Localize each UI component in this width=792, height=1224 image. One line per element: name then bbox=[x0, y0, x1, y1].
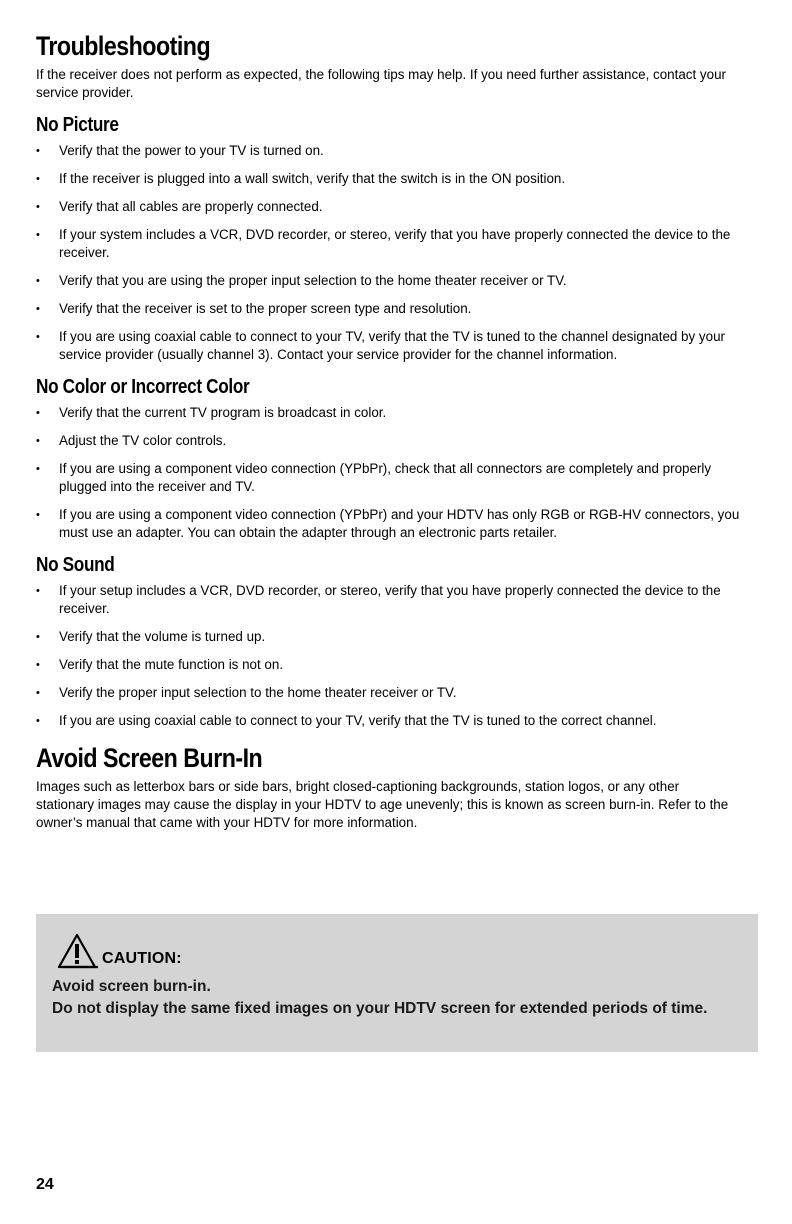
section-no-picture bbox=[36, 112, 758, 364]
caution-line-1: Avoid screen burn-in. bbox=[52, 978, 211, 995]
list-item: • If you are using a component video connection (YPbPr) and your HDTV has only RGB or RGB-HV connectors, you must use an adapter. You can obtain the adapter through an electronic parts retailer. bbox=[36, 506, 759, 542]
list-item: • Verify that the receiver is set to the proper screen type and resolution. bbox=[36, 300, 759, 318]
caution-box bbox=[36, 914, 758, 1052]
troubleshooting-title: Troubleshooting bbox=[36, 31, 211, 61]
page-number: 24 bbox=[36, 1176, 54, 1193]
list-item: • If you are using coaxial cable to connect to your TV, verify that the TV is tuned to the correct channel. bbox=[36, 712, 759, 730]
troubleshooting-intro: If the receiver does not perform as expected, the following tips may help. If you need further assistance, contact your service provider. bbox=[36, 67, 726, 100]
burn-in-title: Avoid Screen Burn-In bbox=[36, 743, 263, 773]
section-no-color bbox=[36, 374, 758, 542]
list-item: • If your setup includes a VCR, DVD recorder, or stereo, verify that you have properly connected the device to the receiver. bbox=[36, 582, 759, 618]
section-heading: No Color or Incorrect Color bbox=[36, 376, 250, 398]
caution-title: CAUTION: bbox=[102, 950, 182, 967]
section-heading: No Sound bbox=[36, 554, 115, 576]
bullet-list bbox=[36, 582, 758, 730]
list-item: • Verify that you are using the proper input selection to the home theater receiver or TV. bbox=[36, 272, 759, 290]
warning-triangle-icon bbox=[56, 932, 98, 970]
list-item: • Verify that the current TV program is broadcast in color. bbox=[36, 404, 759, 422]
list-item: • If the receiver is plugged into a wall switch, verify that the switch is in the ON position. bbox=[36, 170, 759, 188]
list-item: • Verify that the power to your TV is turned on. bbox=[36, 142, 759, 160]
caution-line-2: Do not display the same fixed images on your HDTV screen for extended periods of time. bbox=[52, 1000, 708, 1017]
bullet-list bbox=[36, 404, 758, 542]
list-item: • If you are using coaxial cable to connect to your TV, verify that the TV is tuned to the channel designated by your service provider (usually channel 3). Contact your service provider for the channel information. bbox=[36, 328, 759, 364]
section-no-sound bbox=[36, 552, 758, 730]
burn-in-text: Images such as letterbox bars or side bars, bright closed-captioning backgrounds, station logos, or any other stationary images may cause the display in your HDTV to age unevenly; this is known as screen burn-in. Refer to the owner’s manual that came with your HDTV for more information. bbox=[36, 779, 729, 830]
list-item: • Adjust the TV color controls. bbox=[36, 432, 759, 450]
caution-text bbox=[52, 976, 752, 1020]
list-item: • Verify the proper input selection to the home theater receiver or TV. bbox=[36, 684, 759, 702]
list-item: • If you are using a component video connection (YPbPr), check that all connectors are completely and properly plugged into the receiver and TV. bbox=[36, 460, 759, 496]
list-item: • Verify that all cables are properly connected. bbox=[36, 198, 759, 216]
section-heading: No Picture bbox=[36, 114, 119, 136]
bullet-list bbox=[36, 142, 758, 364]
manual-page bbox=[36, 28, 758, 832]
list-item: • Verify that the mute function is not on. bbox=[36, 656, 759, 674]
list-item: • Verify that the volume is turned up. bbox=[36, 628, 759, 646]
list-item: • If your system includes a VCR, DVD recorder, or stereo, verify that you have properly connected the device to the receiver. bbox=[36, 226, 759, 262]
